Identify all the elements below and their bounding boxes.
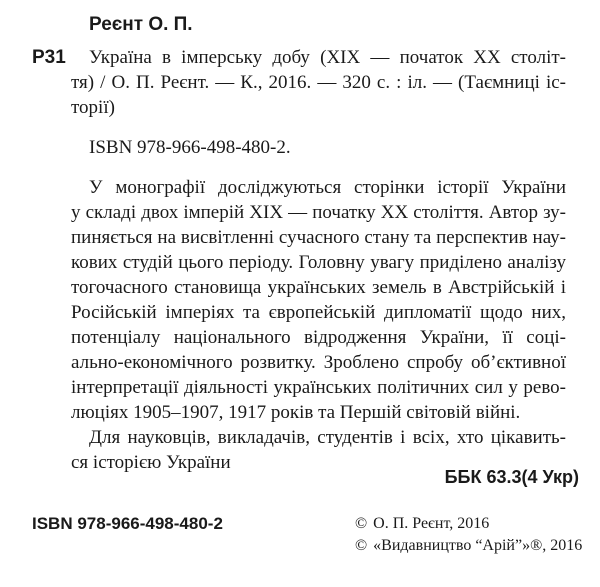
bbk-classification: ББК 63.3(4 Укр): [444, 467, 579, 487]
copyright-author: [355, 514, 489, 534]
copyright-publisher: [355, 536, 582, 556]
bibliographic-line-1: Україна в імперську добу (XIX — початок XX століт-: [89, 47, 566, 68]
annotation-line-6: Російській імперіях та європейській дипломатії щодо них,: [71, 302, 566, 323]
author-name: Реєнт О. П.: [89, 14, 193, 35]
bibliographic-line-2: тя) / О. П. Реєнт. — К., 2016. — 320 с. : іл. — (Таємниці іс-: [71, 72, 566, 93]
annotation-line-1: У монографії досліджуються сторінки історії України: [89, 177, 566, 198]
copyright-symbol: ©: [355, 515, 368, 532]
annotation-line-10: люціях 1905–1907, 1917 років та Першій світовій війні.: [71, 402, 521, 423]
annotation-line-5: тогочасного становища українських земель в Австрійській і: [71, 277, 566, 298]
copyright-publisher-text: «Видавництво “Арій”»®, 2016: [373, 537, 583, 554]
annotation-line-3: пиняється на висвітленні сучасного стану та перспектив нау-: [71, 227, 566, 248]
annotation-line-7: потенціалу національного відродження України, її соці-: [71, 327, 566, 348]
annotation-line-8: ально-економічного розвитку. Зроблено спробу об’єктивної: [71, 352, 566, 373]
annotation-line-2: у складі двох імперій XIX — початку XX століття. Автор зу-: [71, 202, 566, 223]
copyright-author-text: О. П. Реєнт, 2016: [373, 515, 490, 532]
annotation-line-4: кових студій цього періоду. Головну увагу приділено аналізу: [71, 252, 566, 273]
copyright-symbol: ©: [355, 537, 368, 554]
isbn-footer: ISBN 978-966-498-480-2: [32, 514, 223, 533]
author-index-code: Р31: [32, 47, 66, 68]
isbn-main: ISBN 978-966-498-480-2.: [89, 137, 291, 158]
audience-line-1: Для науковців, викладачів, студентів і всіх, хто цікавить-: [89, 427, 566, 448]
audience-line-2: ся історією України: [71, 452, 231, 473]
bibliographic-line-3: торії): [71, 97, 115, 118]
annotation-line-9: інтерпретації діяльності українських політичних сил у рево-: [71, 377, 566, 398]
